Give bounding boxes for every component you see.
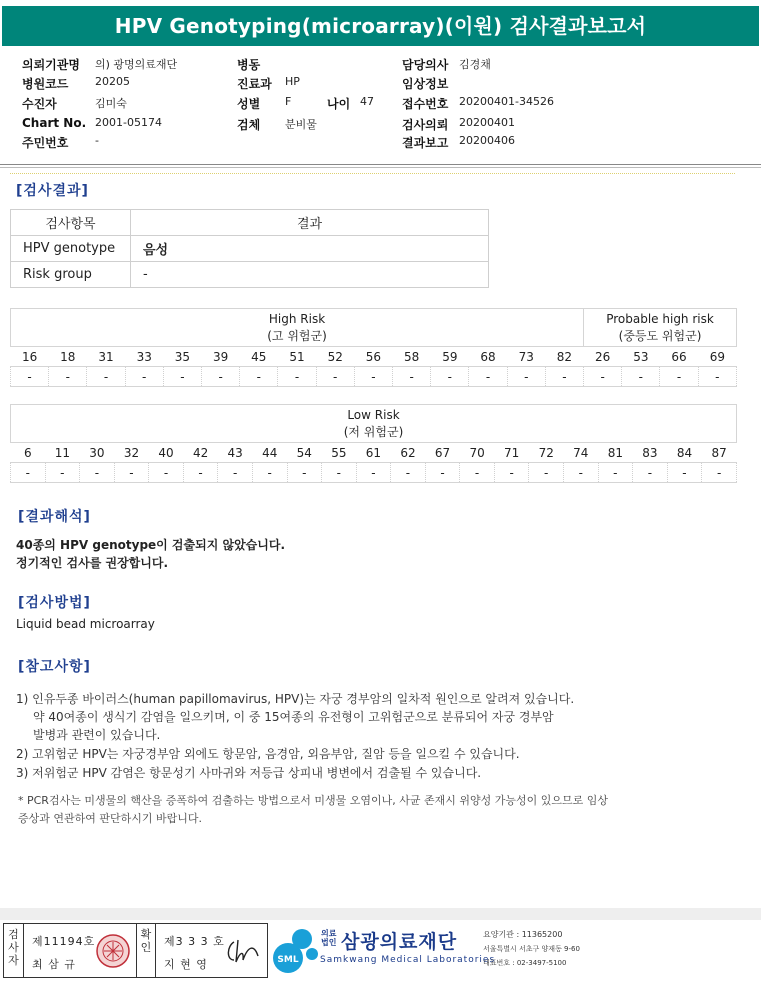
specimen-row [237, 116, 317, 133]
reference-section-title: [참고사항] [18, 659, 91, 675]
result-section-title: [검사결과] [16, 183, 89, 199]
hpv-result-cell: - [698, 367, 736, 387]
high-risk-label-kr: (고 위험군) [267, 328, 327, 343]
hpv-type-cell: 74 [573, 445, 589, 460]
hpv-type-cell: 16 [21, 349, 38, 364]
high-risk-table [10, 308, 737, 387]
hpv-result-cell: - [529, 463, 564, 483]
ward-label: 병동 [237, 58, 261, 72]
resident-row [22, 134, 99, 151]
seal-stamp-icon [96, 934, 130, 968]
hpv-type-cell: 59 [442, 349, 458, 364]
hpv-type-cell: 54 [296, 445, 312, 460]
doctor-label: 담당의사 [402, 58, 449, 72]
low-risk-table [10, 404, 737, 483]
hpv-type-cell: 66 [671, 349, 687, 364]
chart-value: 2001-05174 [95, 116, 162, 129]
high-risk-types-row [11, 347, 737, 367]
hpv-type-cell: 51 [289, 349, 305, 364]
hpv-type-cell: 44 [262, 445, 278, 460]
request-label: 검사의뢰 [402, 118, 449, 132]
sex-label: 성별 [237, 97, 261, 111]
high-risk-head [11, 309, 737, 347]
accession-row [402, 95, 554, 112]
reference-line-5: 3) 저위험군 HPV 감염은 항문성기 사마귀와 저등급 상피내 병변에서 검출될 수 있습니다. [16, 766, 482, 780]
row-result: - [131, 262, 489, 288]
examiner-label-text: 검 사 자 [8, 928, 19, 967]
dept-row [237, 75, 300, 92]
hpv-type-cell: 18 [60, 349, 76, 364]
col-result-header: 결과 [131, 210, 489, 236]
sml-logo-icon [272, 926, 320, 974]
hospital-code-row [22, 75, 130, 92]
sex-row [237, 95, 292, 112]
note-line-1: * PCR검사는 미생물의 핵산을 증폭하여 검출하는 방법으로서 미생물 오염이나, 사균 존재시 위양성 가능성이 있으므로 임상 [18, 794, 608, 807]
org-prefix [321, 929, 336, 947]
receiver-row [22, 95, 127, 112]
examiner-number: 제11194호 [32, 935, 96, 948]
age-label: 나이 [327, 97, 351, 111]
hpv-result-cell: - [202, 367, 240, 387]
hpv-result-cell: - [469, 367, 507, 387]
report-row [402, 134, 515, 151]
hpv-result-cell: - [354, 367, 392, 387]
low-risk-head [11, 405, 737, 443]
sml-badge-text: SML [277, 955, 299, 965]
dept-label: 진료과 [237, 77, 272, 91]
hpv-type-cell: 67 [434, 445, 451, 460]
hpv-result-cell: - [240, 367, 278, 387]
hpv-result-cell: - [545, 367, 583, 387]
hpv-type-cell: 68 [480, 349, 496, 364]
hpv-result-cell: - [391, 463, 426, 483]
row-result: 음성 [131, 236, 489, 262]
low-risk-types-row [11, 443, 737, 463]
hpv-type-cell: 42 [192, 445, 209, 460]
hpv-result-cell: - [322, 463, 357, 483]
hpv-type-cell: 35 [174, 349, 191, 364]
hpv-type-cell: 56 [365, 349, 382, 364]
org-name: 삼광의료재단 [341, 931, 458, 953]
hpv-result-cell: - [183, 463, 218, 483]
hpv-result-cell: - [163, 367, 201, 387]
hpv-result-cell: - [252, 463, 287, 483]
hpv-result-cell: - [598, 463, 633, 483]
hpv-type-cell: 69 [709, 349, 725, 364]
table-row [11, 262, 489, 288]
institution-row [22, 56, 178, 73]
low-risk-label: Low Risk [347, 407, 400, 422]
report-label: 결과보고 [402, 136, 449, 150]
hpv-type-cell: 26 [595, 349, 611, 364]
footer-band [0, 908, 761, 920]
resident-label: 주민번호 [22, 136, 69, 150]
hpv-result-cell: - [11, 463, 46, 483]
sml-logo [272, 926, 320, 978]
hpv-type-cell: 52 [327, 349, 343, 364]
reference-line-4: 2) 고위험군 HPV는 자궁경부암 외에도 항문암, 음경암, 외음부암, 질암 등을 일으킬 수 있습니다. [16, 747, 520, 761]
org-info-3: 대표번호 : 02-3497-5100 [483, 959, 567, 967]
hpv-type-cell: 83 [642, 445, 658, 460]
hpv-type-cell: 73 [518, 349, 534, 364]
dept-value: HP [285, 75, 300, 88]
specimen-label: 검체 [237, 118, 261, 132]
confirmer-label-text: 확 인 [140, 928, 152, 954]
institution-value: 의) 광명의료재단 [95, 58, 178, 71]
hospital-code-value: 20205 [95, 75, 130, 88]
hpv-type-cell: 81 [607, 445, 623, 460]
hpv-result-cell: - [287, 463, 322, 483]
hpv-result-cell: - [425, 463, 460, 483]
interpretation-line-1: 40종의 HPV genotype이 검출되지 않았습니다. [16, 538, 286, 552]
hpv-type-cell: 58 [403, 349, 420, 364]
header-divider [0, 164, 761, 168]
hpv-result-cell: - [667, 463, 702, 483]
sub-divider [10, 173, 735, 174]
method-section-title: [검사방법] [18, 595, 91, 611]
hpv-type-cell: 11 [54, 445, 70, 460]
hpv-result-cell: - [125, 367, 163, 387]
age-value: 47 [360, 95, 374, 108]
table-row [11, 236, 489, 262]
receiver-label: 수진자 [22, 97, 57, 111]
sex-value: F [285, 95, 292, 108]
hpv-type-cell: 33 [136, 349, 152, 364]
chart-row [22, 116, 162, 130]
hpv-result-cell: - [114, 463, 149, 483]
hpv-result-cell: - [660, 367, 698, 387]
hpv-type-cell: 82 [556, 349, 573, 364]
examiner-label [4, 924, 24, 977]
hpv-type-cell: 84 [676, 445, 693, 460]
low-risk-results-row [11, 463, 737, 483]
hpv-result-cell: - [393, 367, 431, 387]
row-item: HPV genotype [11, 236, 131, 262]
report-title: HPV Genotyping(microarray)(이원) 검사결과보고서 [2, 6, 759, 46]
hpv-type-cell: 30 [89, 445, 105, 460]
hpv-result-cell: - [702, 463, 737, 483]
org-english-name: Samkwang Medical Laboratories [320, 955, 496, 965]
hpv-result-cell: - [87, 367, 125, 387]
hpv-result-cell: - [218, 463, 253, 483]
note-line-2: 증상과 연관하여 판단하시기 바랍니다. [18, 812, 203, 825]
hpv-result-cell: - [316, 367, 354, 387]
reference-line-1: 1) 인유두종 바이러스(human papillomavirus, HPV)는 자궁 경부암의 일차적 원인으로 알려져 있습니다. [16, 692, 575, 706]
org-info-2: 서울특별시 서초구 양재동 9-60 [483, 945, 580, 953]
clinical-row [402, 75, 448, 92]
result-table [10, 209, 489, 288]
hpv-result-cell: - [460, 463, 495, 483]
reference-line-3: 발병과 관련이 있습니다. [33, 728, 161, 742]
examiner-seal [96, 934, 130, 968]
confirmer-label [136, 924, 156, 977]
hpv-result-cell: - [49, 367, 87, 387]
probable-risk-label-kr: (중등도 위험군) [618, 328, 702, 343]
examiner-name: 최 삼 규 [32, 958, 76, 971]
hpv-result-cell: - [356, 463, 391, 483]
hpv-type-cell: 53 [633, 349, 649, 364]
hpv-type-cell: 71 [504, 445, 520, 460]
hpv-type-cell: 72 [538, 445, 554, 460]
hpv-type-cell: 55 [331, 445, 347, 460]
hpv-type-cell: 6 [23, 445, 32, 460]
low-risk-label-kr: (저 위험군) [343, 424, 404, 439]
receiver-value: 김미숙 [95, 97, 127, 110]
hpv-type-cell: 70 [469, 445, 485, 460]
reference-line-2: 약 40여종이 생식기 감염을 일으키며, 이 중 15여종의 유전형이 고위험군으로 분류되어 자궁 경부암 [33, 710, 554, 724]
hpv-type-cell: 43 [227, 445, 243, 460]
hpv-result-cell: - [564, 463, 599, 483]
high-risk-results-row [11, 367, 737, 387]
low-risk-group [11, 405, 737, 443]
hpv-type-cell: 45 [251, 349, 267, 364]
hpv-result-cell: - [45, 463, 80, 483]
interpretation-line-2: 정기적인 검사를 권장합니다. [16, 556, 169, 570]
hpv-type-cell: 39 [212, 349, 229, 364]
hpv-result-cell: - [80, 463, 115, 483]
org-prefix-text: 의료 법인 [321, 929, 337, 947]
high-risk-group [11, 309, 584, 347]
high-risk-label: High Risk [268, 311, 326, 326]
ward-row [237, 56, 260, 73]
confirmer-number: 제3 3 3 호 [164, 935, 225, 948]
method-text: Liquid bead microarray [16, 617, 155, 631]
age-row [327, 95, 374, 112]
signature-icon [224, 936, 260, 968]
hpv-result-cell: - [622, 367, 660, 387]
hpv-result-cell: - [584, 367, 622, 387]
hpv-result-cell: - [149, 463, 184, 483]
probable-risk-label: Probable high risk [606, 311, 714, 326]
hospital-code-label: 병원코드 [22, 77, 69, 91]
institution-label: 의뢰기관명 [22, 58, 80, 72]
resident-value: - [95, 134, 99, 147]
hpv-result-cell: - [494, 463, 529, 483]
hpv-type-cell: 87 [711, 445, 727, 460]
confirmer-name: 지 현 영 [164, 958, 208, 971]
accession-label: 접수번호 [402, 97, 449, 111]
hpv-result-cell: - [633, 463, 668, 483]
signature-box [3, 923, 268, 978]
hpv-type-cell: 32 [123, 445, 140, 460]
accession-value: 20200401-34526 [459, 95, 554, 108]
hpv-type-cell: 40 [158, 445, 174, 460]
chart-label: Chart No. [22, 116, 87, 130]
specimen-value: 분비물 [285, 118, 317, 131]
org-info-1: 요양기관 : 11365200 [483, 930, 563, 939]
row-item: Risk group [11, 262, 131, 288]
probable-risk-group [584, 309, 737, 347]
hpv-result-cell: - [431, 367, 469, 387]
hpv-type-cell: 31 [98, 349, 114, 364]
interpretation-section-title: [결과해석] [18, 509, 91, 525]
result-table-header [11, 210, 489, 236]
request-value: 20200401 [459, 116, 515, 129]
hpv-result-cell: - [11, 367, 49, 387]
confirmer-signature [224, 936, 260, 972]
hpv-result-cell: - [507, 367, 545, 387]
col-item-header: 검사항목 [11, 210, 131, 236]
hpv-type-cell: 62 [400, 445, 416, 460]
clinical-label: 임상정보 [402, 77, 449, 91]
request-row [402, 116, 515, 133]
doctor-value: 김경채 [459, 58, 491, 71]
doctor-row [402, 56, 491, 73]
report-value: 20200406 [459, 134, 515, 147]
hpv-type-cell: 61 [365, 445, 382, 460]
hpv-result-cell: - [278, 367, 316, 387]
